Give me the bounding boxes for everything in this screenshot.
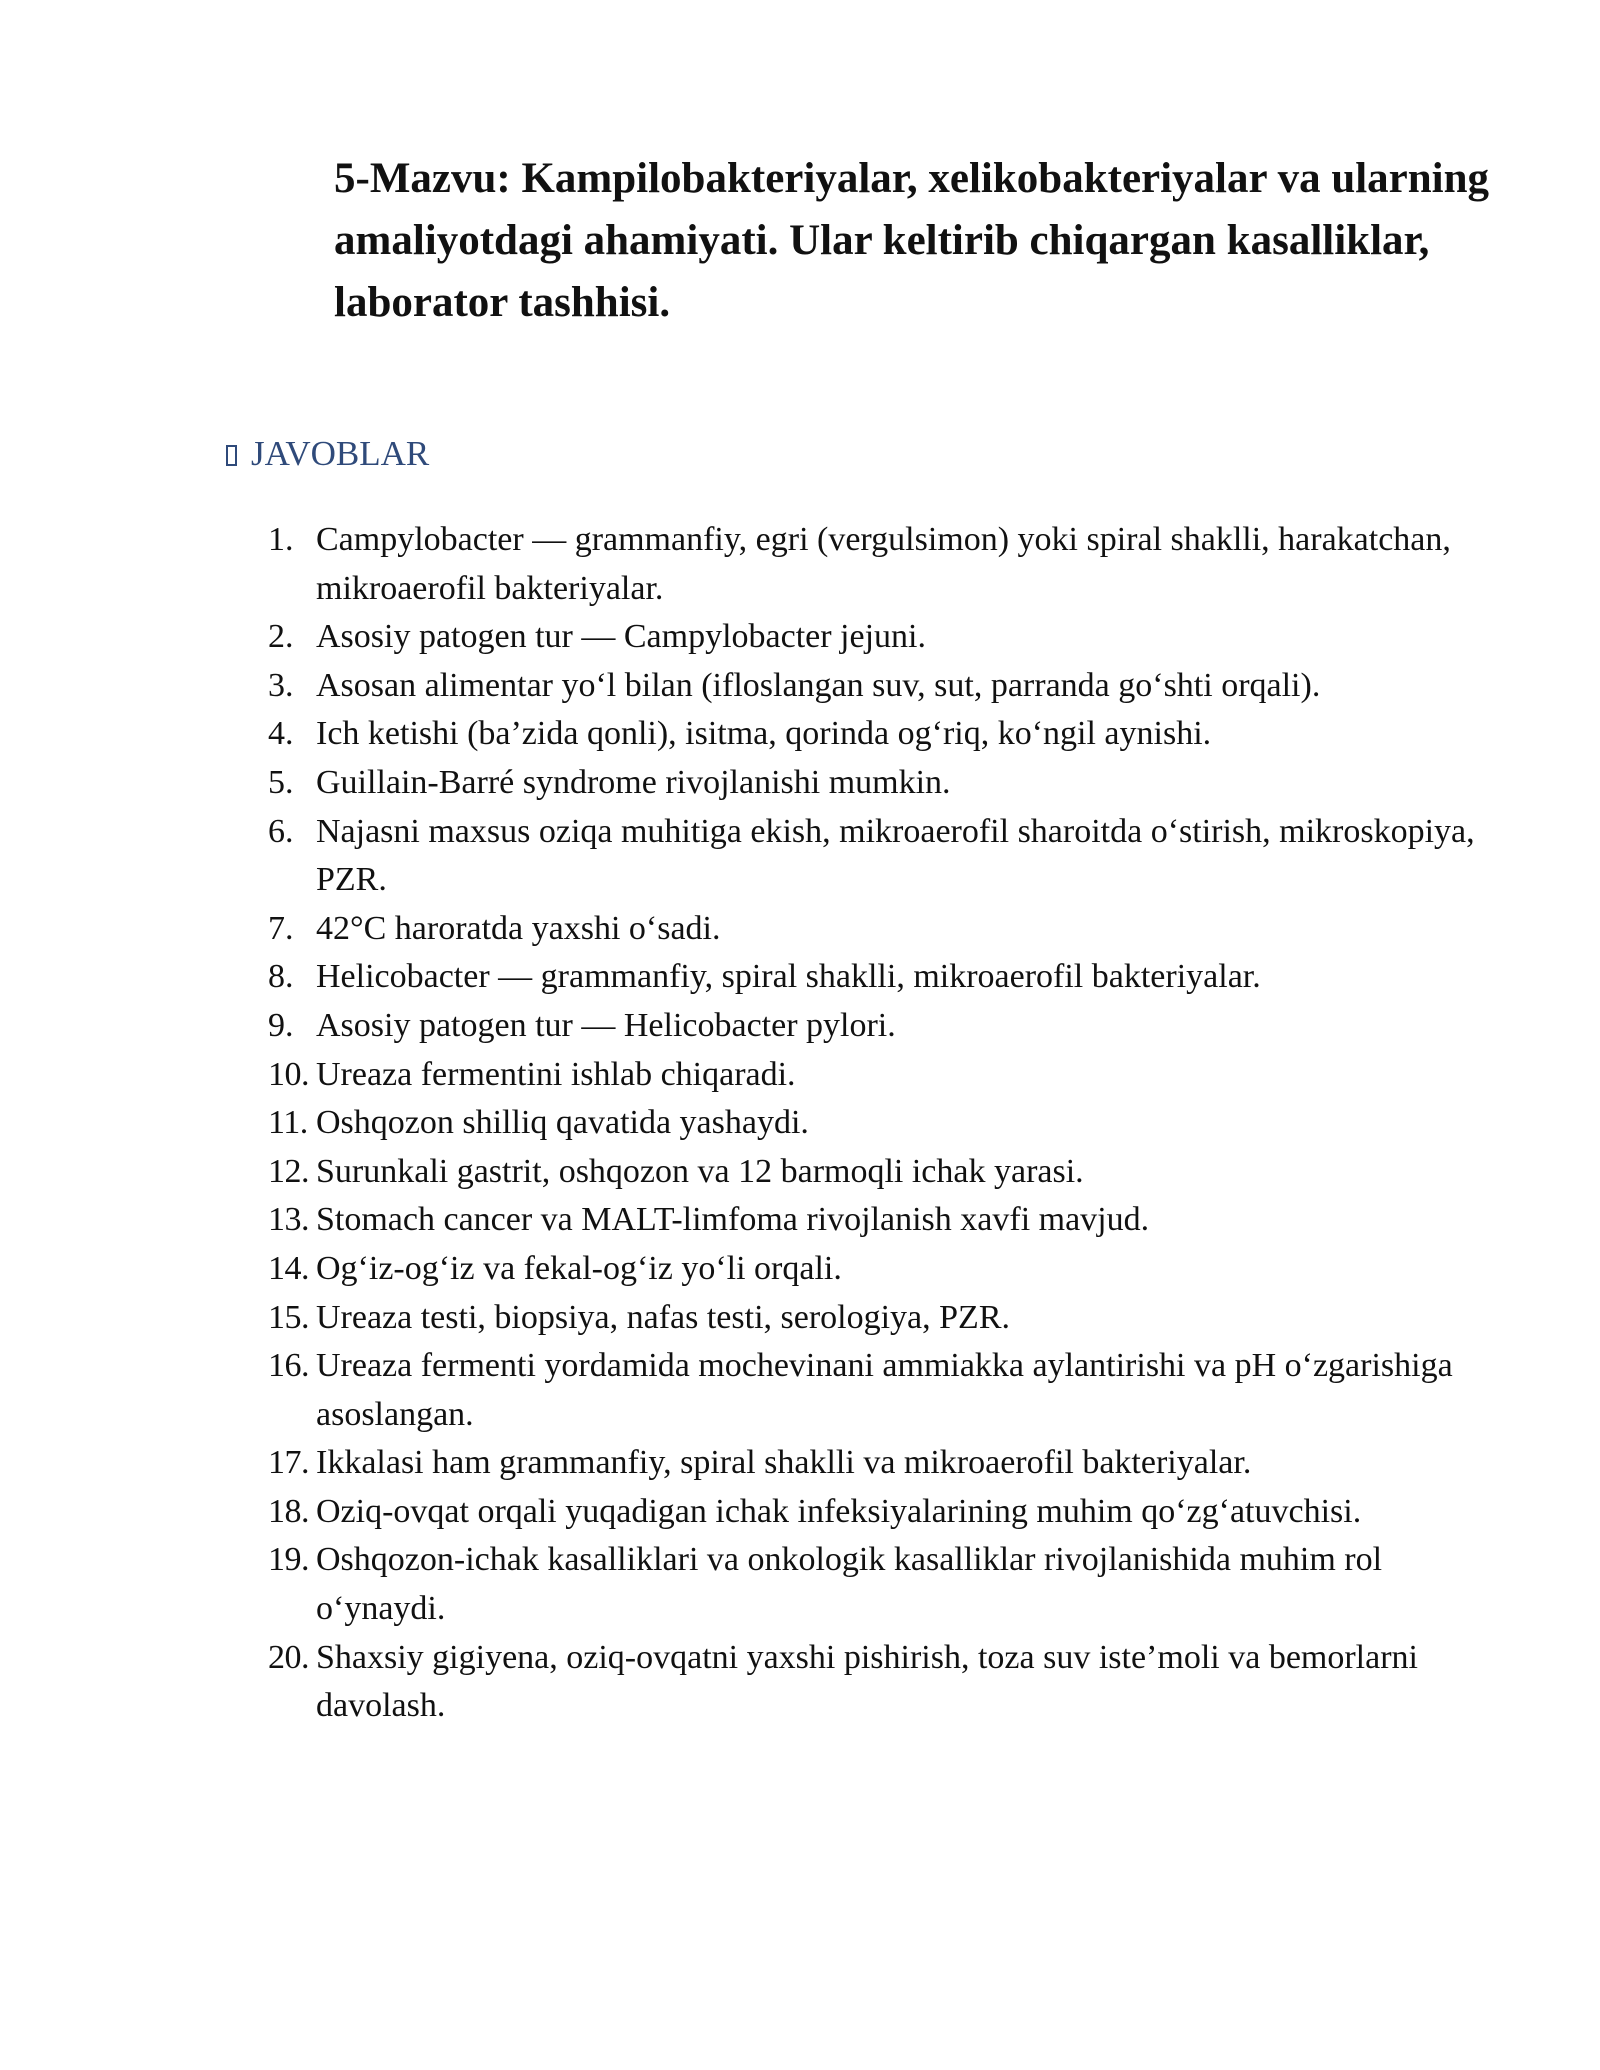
list-item (268, 1245, 1488, 1294)
list-item (268, 1294, 1488, 1343)
list-item-text: Ureaza testi, biopsiya, nafas testi, serologiya, PZR. (316, 1298, 1010, 1336)
list-item (268, 1634, 1488, 1731)
list-item (268, 808, 1488, 905)
list-item (268, 1439, 1488, 1488)
list-item-number: 7. (268, 909, 294, 947)
list-item-number: 1. (268, 521, 294, 558)
list-item-text: Ich ketishi (ba’zida qonli), isitma, qorinda og‘riq, ko‘ngil aynishi. (316, 715, 1212, 753)
list-item (268, 1099, 1488, 1148)
list-item-number: 4. (268, 715, 294, 753)
list-item (268, 1196, 1488, 1245)
list-item-text: Ureaza fermentini ishlab chiqaradi. (316, 1055, 796, 1093)
list-item-number: 6. (268, 812, 294, 850)
list-item-number: 8. (268, 958, 294, 996)
list-item-number: 14. (268, 1249, 309, 1287)
list-item (268, 1536, 1488, 1633)
list-item-number: 11. (268, 1104, 308, 1142)
list-item-text: Guillain-Barré syndrome rivojlanishi mumkin. (316, 763, 951, 801)
list-item-number: 15. (268, 1298, 309, 1336)
list-item-text: Surunkali gastrit, oshqozon va 12 barmoqli ichak yarasi. (316, 1152, 1084, 1190)
list-item (268, 1002, 1488, 1051)
list-item (268, 662, 1488, 711)
list-item-number: 3. (268, 666, 294, 704)
list-item (268, 759, 1488, 808)
list-item-text: Ureaza fermenti yordamida mochevinani ammiakka aylantirishi va pH o‘zgarishiga asoslangan. (316, 1347, 1453, 1433)
list-item (268, 710, 1488, 759)
section-heading-text: JAVOBLAR (251, 434, 430, 473)
list-item-text: Stomach cancer va MALT-limfoma rivojlanish xavfi mavjud. (316, 1201, 1150, 1239)
list-item-number: 2. (268, 618, 294, 656)
list-item-text: Asosiy patogen tur — Campylobacter jejuni. (316, 618, 926, 656)
answer-list (268, 516, 1488, 1731)
list-item (268, 953, 1488, 1002)
list-item-number: 18. (268, 1492, 309, 1530)
list-item-text: Najasni maxsus oziqa muhitiga ekish, mikroaerofil sharoitda o‘stirish, mikroskopiya, PZR. (316, 812, 1475, 899)
list-item-text: Helicobacter — grammanfiy, spiral shaklli, mikroaerofil bakteriyalar. (316, 958, 1261, 996)
list-item (268, 1342, 1488, 1439)
list-item-number: 16. (268, 1347, 309, 1385)
list-item-number: 9. (268, 1006, 294, 1044)
list-item (268, 1051, 1488, 1100)
list-item-text: Asosan alimentar yo‘l bilan (ifloslangan suv, sut, parranda go‘shti orqali). (316, 666, 1321, 704)
list-item-text: Ikkalasi ham grammanfiy, spiral shaklli va mikroaerofil bakteriyalar. (316, 1444, 1252, 1482)
list-item-number: 19. (268, 1541, 309, 1579)
list-item-text: Shaxsiy gigiyena, oziq-ovqatni yaxshi pishirish, toza suv iste’moli va bemorlarni davolash. (316, 1638, 1418, 1725)
list-item (268, 613, 1488, 662)
list-item (268, 905, 1488, 954)
page-title: 5-Mazvu: Kampilobakteriyalar, xelikobakteriyalar va ularning amaliyotdagi ahamiyati. Ular keltirib chiqargan kasalliklar, laborator tashhisi. (334, 155, 1490, 326)
list-item-text: Oziq-ovqat orqali yuqadigan ichak infeksiyalarining muhim qo‘zg‘atuvchisi. (316, 1492, 1362, 1530)
list-item-number: 13. (268, 1201, 309, 1239)
list-item-text: Oshqozon-ichak kasalliklari va onkologik kasalliklar rivojlanishida muhim rol o‘ynaydi. (316, 1541, 1383, 1628)
list-item-number: 17. (268, 1444, 309, 1482)
list-item-text: Campylobacter — grammanfiy, egri (vergulsimon) yoki spiral shaklli, harakatchan, mikroaerofil bakteriyalar. (316, 521, 1451, 607)
list-item (268, 1488, 1488, 1537)
list-item-text: Asosiy patogen tur — Helicobacter pylori. (316, 1006, 896, 1044)
list-item-number: 10. (268, 1055, 309, 1093)
list-item (268, 1148, 1488, 1197)
list-item-number: 12. (268, 1152, 309, 1190)
list-item-number: 20. (268, 1638, 309, 1676)
section-heading (226, 430, 429, 478)
list-item-text: Og‘iz-og‘iz va fekal-og‘iz yo‘li orqali. (316, 1249, 842, 1287)
missing-glyph-icon (226, 445, 237, 466)
list-item-text: 42°C haroratda yaxshi o‘sadi. (316, 909, 721, 947)
list-item-number: 5. (268, 763, 294, 801)
list-item (268, 516, 1488, 613)
list-item-text: Oshqozon shilliq qavatida yashaydi. (316, 1104, 809, 1142)
